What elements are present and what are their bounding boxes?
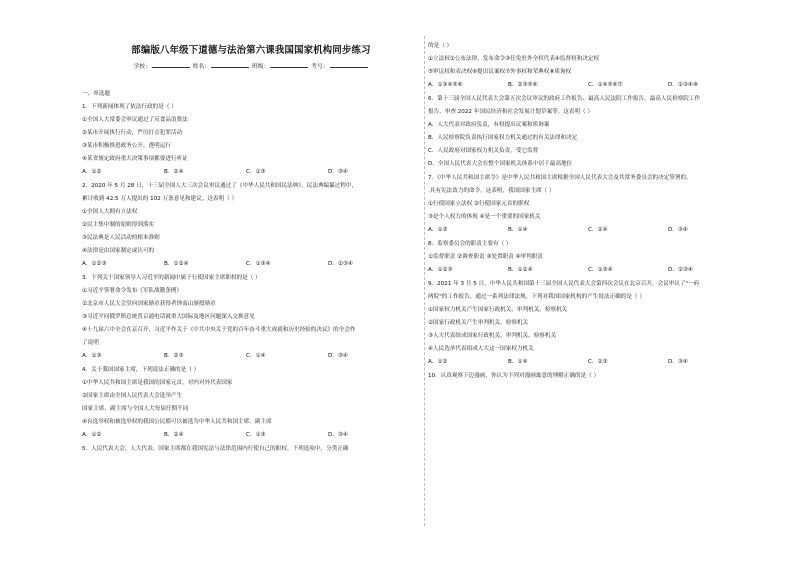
q3-item: ①习近平签署命令发布《军队战勤条例》 [82, 288, 183, 294]
q2-options [82, 261, 353, 268]
exam-no-blank[interactable] [330, 62, 368, 68]
q5-option-d[interactable]: D．②③④⑧ [668, 82, 698, 88]
q7-option-b[interactable]: B．①④ [508, 227, 528, 233]
q3-stem: 3．下列关于国家领导人习近平的新闻中属于行使国家主席职权的是（ ） [82, 275, 261, 281]
q3-item: ②北京市人民大会堂向国家勋章获得者钟南山颁授勋章 [82, 301, 216, 307]
q2-option-b[interactable]: B．①②④ [164, 261, 189, 267]
q6-option-b[interactable]: B．人民检察院负责执行国家权力机关通过的有关法律和决定 [428, 135, 578, 141]
q7-item: ①行使国家立法权 ②行使国家元首的职权 [428, 201, 530, 207]
q10-stem: 10．认真观察下边漫画，你认为下列对漫画寓意的理解正确的是（ ） [428, 373, 600, 379]
q5-options [428, 82, 698, 89]
school-blank[interactable] [152, 62, 190, 68]
q4-option-b[interactable]: B．②④ [164, 432, 184, 438]
q8-option-d[interactable]: D．②③④ [668, 267, 693, 273]
q7-item: ③是个人权力的体现 ④是一个重要的国家机关 [428, 214, 541, 220]
q1-option-c[interactable]: C．①③ [246, 169, 266, 175]
class-blank[interactable] [270, 62, 308, 68]
q3-option-c[interactable]: C．①④ [246, 353, 266, 359]
q3-item: ④十九届六中全会在京召开，习近平作关于《中共中央关于党的百年奋斗重大成就和历史经验的决议》的全会作 [82, 327, 356, 333]
q2-option-d[interactable]: D．②③④ [328, 261, 353, 267]
q2-item: ③民法典是人民活动的根本准则 [82, 235, 160, 241]
q7-option-d[interactable]: D．③④ [668, 227, 688, 233]
q9-option-b[interactable]: B．①④ [508, 359, 528, 365]
name-blank[interactable] [211, 62, 249, 68]
q4-option-c[interactable]: C．①③ [246, 432, 266, 438]
q4-item: 国家主席、副主席与全国人大每届任期不同 [82, 406, 189, 412]
q1-item: ②某市开展执行行动，严厉打击犯罪活动 [82, 130, 183, 136]
q9-item: ④人民选举代表组成人大这一国家权力机关 [428, 346, 534, 352]
q8-item: ①监督职责 ②调查职责 ③处置职责 ④审判职责 [428, 254, 543, 260]
school-label: 学校： [133, 64, 151, 70]
q7-options [428, 227, 688, 234]
q7-stem: .具有宪法效力的命令。这表明，我国国家主席（ ） [428, 188, 555, 194]
q9-options [428, 359, 688, 366]
q5-option-a[interactable]: A．①③④⑤⑥ [428, 82, 463, 88]
q2-item: ④法律是由国家制定或认可的 [82, 248, 155, 254]
q4-item: ①中华人民共和国主席是我国的国家元首，对内对外代表国家 [82, 380, 233, 386]
q9-stem: 9．2021 年 3 月 5 日，中华人民共和国第十三届全国人民代表大会第四次会议在北京召开，会议审议了"一府 [428, 281, 700, 287]
name-label: 姓名： [192, 64, 211, 70]
q2-option-a[interactable]: A．①②③ [82, 261, 107, 267]
q2-stem: 累计收到 42.5 万人提出的 102 万条意见和建议。这表明（ ） [82, 196, 238, 202]
q8-stem: 8．监察委员会的职责主要有（ ） [428, 241, 512, 247]
q5-stem-cont: 的是（ ） [428, 43, 453, 49]
q2-stem: 2．2020 年 5 月 28 日，十三届全国人大三次会议审议通过了《中华人民共和国民法典》。民法典编纂过程中， [82, 183, 358, 189]
q6-option-c[interactable]: C．人民政府对国家权力机关负责，受它监督 [428, 148, 539, 154]
q1-item: ③某市积极推进政务公开、透明运行 [82, 143, 171, 149]
q4-options [82, 432, 348, 439]
q1-stem: 1．下列新闻体现了依法行政的是（ ） [82, 104, 177, 110]
q1-options [82, 169, 348, 176]
q2-item: ①全国人大拥有立法权 [82, 209, 138, 215]
q5-item: ⑤审议权和表决权⑥提出议案权⑦外事权和荣典权⑧质询权 [428, 69, 572, 75]
q3-item-tail: 了说明 [82, 340, 99, 346]
q7-stem: 7．《中华人民共和国主席令》是中华人民共和国主席根据全国人民代表大会及其常务委员会的决定签署的， [428, 175, 692, 181]
q9-option-d[interactable]: D．③④ [668, 359, 688, 365]
q9-option-a[interactable]: A．①② [428, 359, 448, 365]
q5-stem: 5．人民代表大会、人大代表、国家主席都在我国宪法与法律范围内行使自己的职权。下列选项中，分类正确 [82, 446, 349, 452]
q7-option-c[interactable]: C．②④ [588, 227, 608, 233]
q1-item: ④某省规定政府重大决策事项都要进行听证 [82, 156, 188, 162]
section-heading: 一、单选题 [82, 91, 110, 97]
q9-stem: 两院"的工作报告，通过一系列法律法规。下列对我国国家机构的产生说法正确的是（ ） [428, 294, 645, 300]
q1-option-b[interactable]: B．②④ [164, 169, 184, 175]
q2-option-c[interactable]: C．①③④ [246, 261, 271, 267]
q3-option-b[interactable]: B．②③ [164, 353, 184, 359]
q2-item: ②民主集中制的原则得到落实 [82, 222, 155, 228]
q3-option-d[interactable]: D．③④ [328, 353, 348, 359]
q6-stem: 报告，审查 2022 年国民经济和社会发展计划草案等。这表明（ ） [428, 109, 594, 115]
q1-item: ①全国人大常委会审议通过了反食品浪费法 [82, 117, 188, 123]
q1-option-d[interactable]: D．③④ [328, 169, 348, 175]
q9-item: ③人大代表组成国家行政机关、审判机关、检察机关 [428, 333, 557, 339]
q1-option-a[interactable]: A．①② [82, 169, 102, 175]
q5-option-b[interactable]: B．②③⑤⑥ [508, 82, 538, 88]
q8-option-c[interactable]: C．①③④ [588, 267, 613, 273]
q6-stem: 6．第十三届全国人民代表大会第五次会议审议的政府工作报告、最高人民法院工作报告、最高人民检察院工作 [428, 96, 701, 102]
q8-option-a[interactable]: A．①②③ [428, 267, 453, 273]
student-info-line [82, 61, 420, 70]
q4-stem: 4．关于我国国家主席，下列说法正确的是（ ） [82, 367, 200, 373]
q3-option-a[interactable]: A．①③ [82, 353, 102, 359]
exam-no-label: 考号： [311, 64, 329, 70]
column-divider [424, 36, 425, 526]
q8-options [428, 267, 693, 274]
q6-option-a[interactable]: A．人大代表对政府负责，有权提出议案和质询案 [428, 122, 550, 128]
q4-item: ②国家主席由全国人民代表大会选举产生 [82, 393, 183, 399]
q5-item: ①立法权②公布法律，发布命令③任免驻外全权代表④监督权和决定权 [428, 56, 600, 62]
page-title: 部编版八年级下道德与法治第六课我国国家机构同步练习 [131, 45, 371, 56]
q3-item: ③习近平同俄罗斯总统普京通电话就重大国际及地区问题深入交换意见 [82, 314, 255, 320]
q4-option-d[interactable]: D．③④ [328, 432, 348, 438]
q5-option-c[interactable]: C．①④⑤⑥⑦ [588, 82, 623, 88]
q9-item: ①国家权力机关产生国家行政机关、审判机关、检察机关 [428, 307, 568, 313]
class-label: 班级： [251, 64, 270, 70]
q8-option-b[interactable]: B．①②④ [508, 267, 533, 273]
q7-option-a[interactable]: A．①③ [428, 227, 448, 233]
q6-option-d[interactable]: D．全国人民代表大会在整个国家机关体系中居于最高地位 [428, 161, 573, 167]
q3-options [82, 353, 348, 360]
q9-option-c[interactable]: C．②③ [588, 359, 608, 365]
q4-item: ④有选举权和被选举权的我国公民都可以被选为中华人民共和国主席、副主席 [82, 419, 272, 425]
q9-item: ②国家行政机关产生审判机关、检察机关 [428, 320, 529, 326]
q4-option-a[interactable]: A．①② [82, 432, 102, 438]
